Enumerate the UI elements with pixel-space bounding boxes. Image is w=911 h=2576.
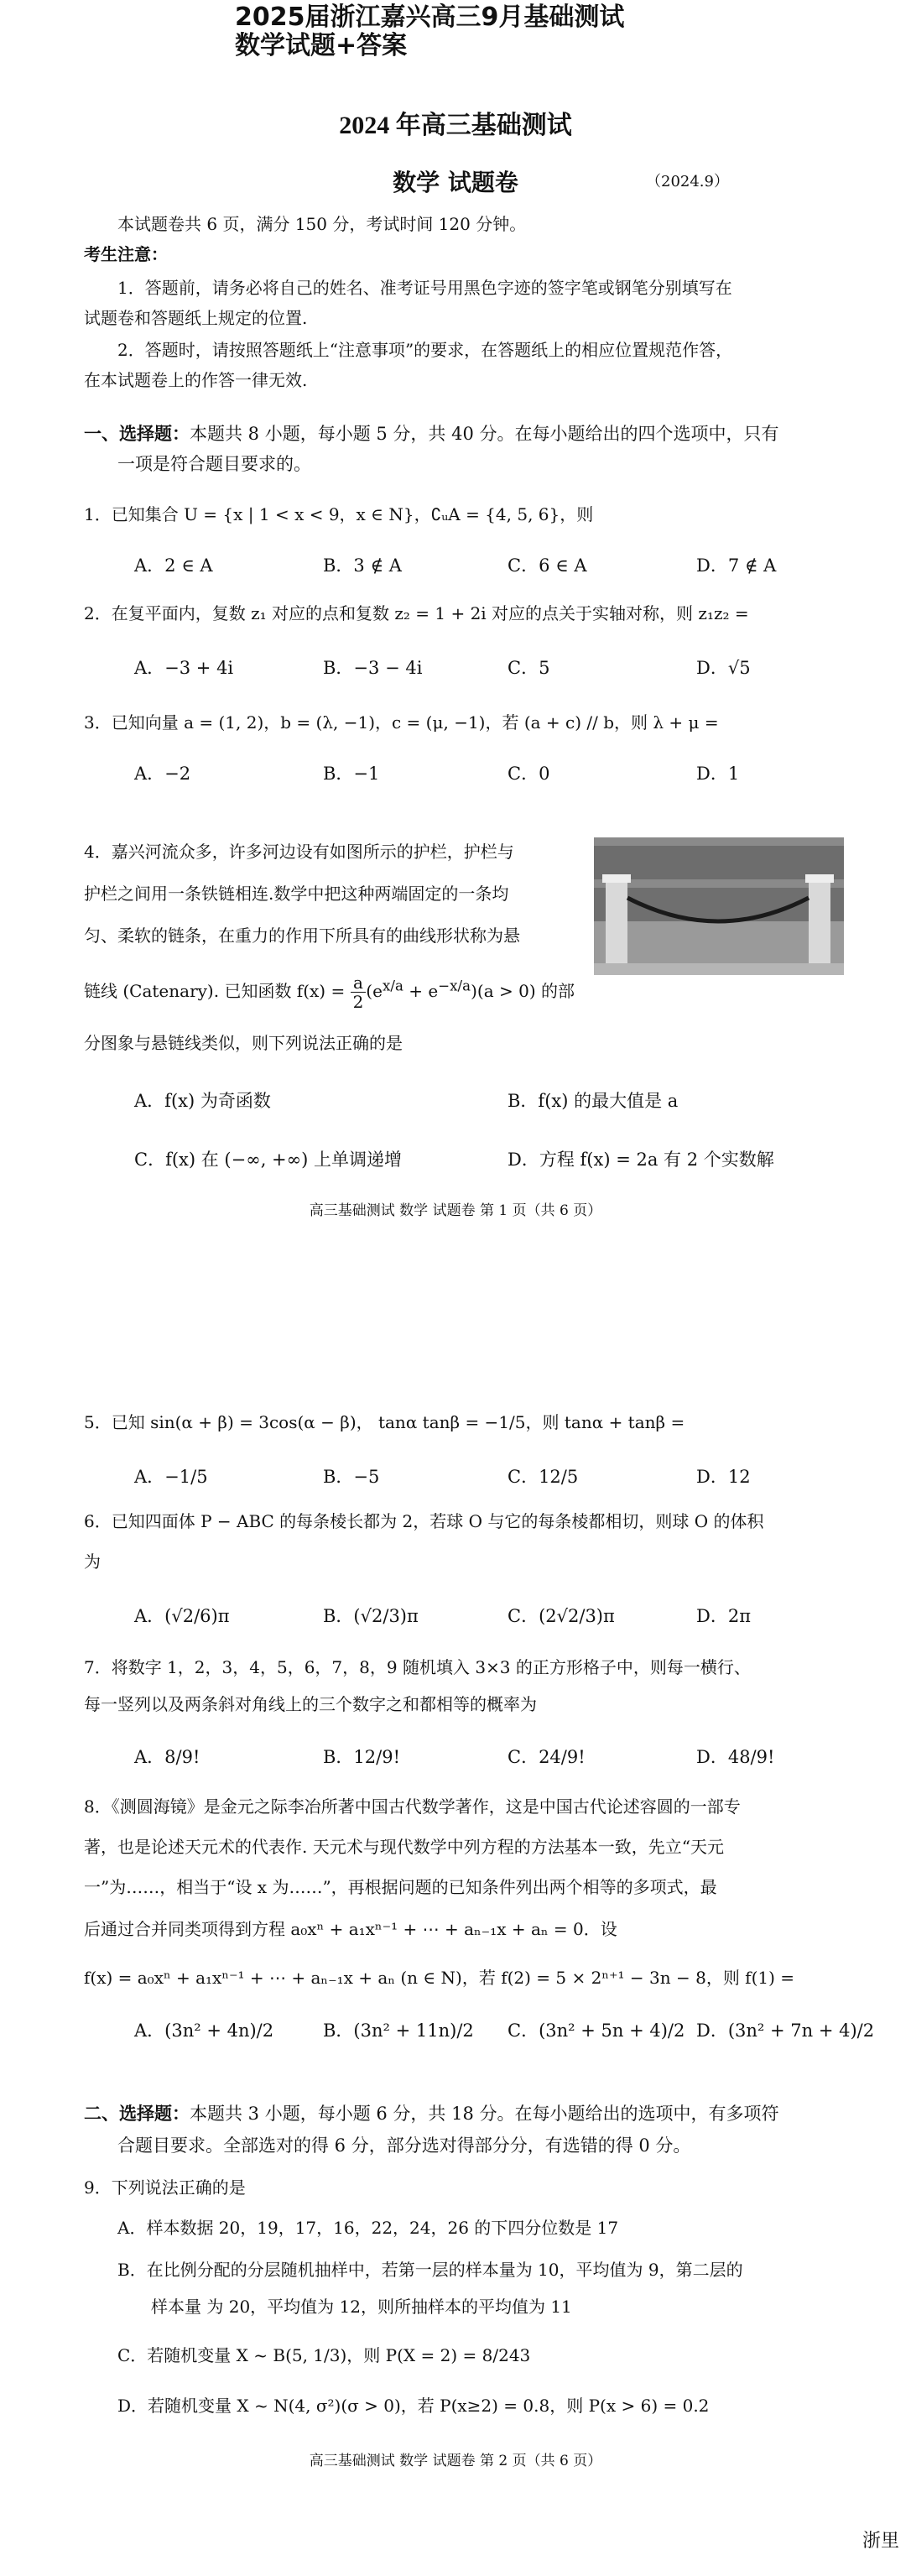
q4-option-b[interactable]: B．f(x) 的最大值是 a — [508, 1091, 679, 1111]
section-2-label: 二、选择题： — [84, 2104, 190, 2124]
q4-func-fraction — [351, 973, 367, 1011]
q8-option-b[interactable]: B．(3n² + 11n)/2 — [323, 2021, 474, 2041]
q1-option-b[interactable]: B．3 ∉ A — [323, 555, 402, 576]
notice-title: 考生注意： — [84, 244, 168, 264]
exam-title: 2024 年高三基础测试 — [339, 112, 572, 139]
question-6-line2: 为 — [84, 1551, 101, 1572]
q2-option-d[interactable]: D．√5 — [696, 658, 751, 678]
q9-option-d[interactable]: D．若随机变量 X ~ N(4, σ²)(σ > 0)，若 P(x≥2) = 0.8，则 P(x > 6) = 0.2 — [117, 2396, 710, 2416]
section-1-text: 本题共 8 小题，每小题 5 分，共 40 分。在每小题给出的四个选项中，只有 — [190, 424, 779, 444]
question-4-line3: 匀、柔软的链条，在重力的作用下所具有的曲线形状称为悬 — [84, 926, 520, 946]
question-7-line2: 每一竖列以及两条斜对角线上的三个数字之和都相等的概率为 — [84, 1694, 537, 1714]
page-1-footer: 高三基础测试 数学 试题卷 第 1 页（共 6 页） — [309, 1202, 602, 1219]
notice-1a: 1．答题前，请务必将自己的姓名、准考证号用黑色字迹的签字笔或钢笔分别填写在 — [117, 278, 732, 298]
q4-option-a[interactable]: A．f(x) 为奇函数 — [134, 1091, 271, 1111]
q4-func-num: a — [351, 973, 367, 993]
subject-row — [0, 164, 911, 198]
q3-option-b[interactable]: B．−1 — [323, 764, 380, 784]
subject-title: 数学 试题卷 — [393, 169, 518, 196]
header-line1: 2025届浙江嘉兴高三9月基础测试 — [235, 3, 625, 32]
question-9: 9．下列说法正确的是 — [84, 2177, 246, 2198]
section-1-label: 一、选择题： — [84, 424, 190, 444]
section-2-heading — [84, 2101, 839, 2126]
section-1-heading — [84, 421, 839, 446]
section-1-text2: 一项是符合题目要求的。 — [117, 454, 311, 474]
question-2: 2．在复平面内，复数 z₁ 对应的点和复数 z₂ = 1 + 2i 对应的点关于实轴对称，则 z₁z₂ = — [84, 603, 749, 623]
q3-option-c[interactable]: C．0 — [508, 764, 550, 784]
header-line2: 数学试题+答案 — [235, 31, 408, 60]
page-2 — [0, 1393, 911, 2526]
section-2-text: 本题共 3 小题，每小题 6 分，共 18 分。在每小题给出的选项中，有多项符 — [190, 2104, 779, 2124]
page-2-footer: 高三基础测试 数学 试题卷 第 2 页（共 6 页） — [309, 2453, 602, 2469]
question-7-line1: 7．将数字 1，2，3，4，5，6，7，8，9 随机填入 3×3 的正方形格子中，则每一横行、 — [84, 1657, 751, 1677]
question-8-line3: 一”为……，相当于“设 x 为……”，再根据问题的已知条件列出两个相等的多项式，最 — [84, 1877, 717, 1897]
q6-option-a[interactable]: A．(√2/6)π — [134, 1606, 230, 1626]
q4-option-d[interactable]: D．方程 f(x) = 2a 有 2 个实数解 — [508, 1150, 774, 1170]
question-8-line1: 8．《测圆海镜》是金元之际李冶所著中国古代数学著作，这是中国古代论述容圆的一部专 — [84, 1796, 741, 1817]
q5-option-d[interactable]: D．12 — [696, 1467, 751, 1487]
q7-option-d[interactable]: D．48/9! — [696, 1747, 775, 1767]
question-5: 5．已知 sin(α + β) = 3cos(α − β)， tanα tanβ = −1/5，则 tanα + tanβ = — [84, 1412, 685, 1432]
q1-option-d[interactable]: D．7 ∉ A — [696, 555, 777, 576]
corner-watermark-text: 浙里 — [862, 2531, 899, 2552]
q4-func-den: 2 — [352, 992, 364, 1012]
question-8-line2: 著，也是论述天元术的代表作. 天元术与现代数学中列方程的方法基本一致，先立“天元 — [84, 1837, 724, 1857]
q3-option-a[interactable]: A．−2 — [134, 764, 191, 784]
q4-func-suffix: (a > 0) 的部 — [476, 981, 575, 1001]
q1-option-c[interactable]: C．6 ∈ A — [508, 555, 587, 576]
intro-text: 本试题卷共 6 页，满分 150 分，考试时间 120 分钟。 — [117, 214, 527, 234]
q8-option-c[interactable]: C．(3n² + 5n + 4)/2 — [508, 2021, 685, 2041]
q7-option-b[interactable]: B．12/9! — [323, 1747, 401, 1767]
q9-option-a[interactable]: A．样本数据 20，19，17，16，22，24，26 的下四分位数是 17 — [117, 2218, 619, 2238]
question-8-line4: 后通过合并同类项得到方程 a₀xⁿ + a₁xⁿ⁻¹ + ⋯ + aₙ₋₁x + aₙ = 0．设 — [84, 1919, 617, 1939]
q4-option-c[interactable]: C．f(x) 在 (−∞, +∞) 上单调递增 — [134, 1150, 403, 1170]
q2-option-c[interactable]: C．5 — [508, 658, 550, 678]
q5-option-c[interactable]: C．12/5 — [508, 1467, 579, 1487]
q2-option-a[interactable]: A．−3 + 4i — [134, 658, 234, 678]
question-4-line5: 分图象与悬链线类似，则下列说法正确的是 — [84, 1033, 403, 1053]
q8-option-a[interactable]: A．(3n² + 4n)/2 — [134, 2021, 274, 2041]
q1-option-a[interactable]: A．2 ∈ A — [134, 555, 213, 576]
q7-option-c[interactable]: C．24/9! — [508, 1747, 586, 1767]
notice-1b: 试题卷和答题纸上规定的位置. — [84, 308, 308, 328]
question-3: 3．已知向量 a = (1, 2)，b = (λ, −1)，c = (μ, −1)，若 (a + c) // b，则 λ + μ = — [84, 712, 719, 733]
section-2-text2: 合题目要求。全部选对的得 6 分，部分选对得部分分，有选错的得 0 分。 — [117, 2135, 691, 2156]
question-4-line2: 护栏之间用一条铁链相连.数学中把这种两端固定的一条均 — [84, 884, 509, 904]
q6-option-d[interactable]: D．2π — [696, 1606, 751, 1626]
q5-option-a[interactable]: A．−1/5 — [134, 1467, 208, 1487]
q4-func-prefix: 链线 (Catenary). 已知函数 f(x) = — [84, 981, 351, 1001]
document-header — [235, 3, 624, 60]
question-1: 1．已知集合 U = {x | 1 < x < 9，x ∈ N}，∁ᵤA = {4, 5, 6}，则 — [84, 504, 594, 524]
exam-date: （2024.9） — [646, 173, 729, 190]
page-1 — [0, 92, 911, 1267]
q4-func-body: $(e^{x/a} + e^{-x/a})$ — [366, 978, 477, 1001]
question-4-line4 — [84, 973, 587, 1011]
catenary-fence-photo — [594, 837, 844, 975]
q9-option-b-line2: 样本量 为 20，平均值为 12，则所抽样本的平均值为 11 — [151, 2297, 572, 2317]
notice-2a: 2．答题时，请按照答题纸上“注意事项”的要求，在答题纸上的相应位置规范作答， — [117, 340, 733, 360]
catenary-fence-illustration — [594, 837, 844, 975]
q2-option-b[interactable]: B．−3 − 4i — [323, 658, 423, 678]
notice-2b: 在本试题卷上的作答一律无效. — [84, 370, 308, 390]
q6-option-b[interactable]: B．(√2/3)π — [323, 1606, 419, 1626]
q6-option-c[interactable]: C．(2√2/3)π — [508, 1606, 615, 1626]
q5-option-b[interactable]: B．−5 — [323, 1467, 380, 1487]
q9-option-c[interactable]: C．若随机变量 X ~ B(5, 1/3)，则 P(X = 2) = 8/243 — [117, 2345, 531, 2365]
q3-option-d[interactable]: D．1 — [696, 764, 740, 784]
question-8-line5: f(x) = a₀xⁿ + a₁xⁿ⁻¹ + ⋯ + aₙ₋₁x + aₙ (n ∈ N)，若 f(2) = 5 × 2ⁿ⁺¹ − 3n − 8，则 f(1) = — [84, 1968, 795, 1988]
q8-option-d[interactable]: D．(3n² + 7n + 4)/2 — [696, 2021, 875, 2041]
question-4-line1: 4．嘉兴河流众多，许多河边设有如图所示的护栏，护栏与 — [84, 842, 514, 862]
q9-option-b-line1[interactable]: B．在比例分配的分层随机抽样中，若第一层的样本量为 10，平均值为 9，第二层的 — [117, 2260, 743, 2280]
question-6-line1: 6．已知四面体 P − ABC 的每条棱长都为 2，若球 O 与它的每条棱都相切，则球 O 的体积 — [84, 1511, 764, 1531]
q7-option-a[interactable]: A．8/9! — [134, 1747, 200, 1767]
